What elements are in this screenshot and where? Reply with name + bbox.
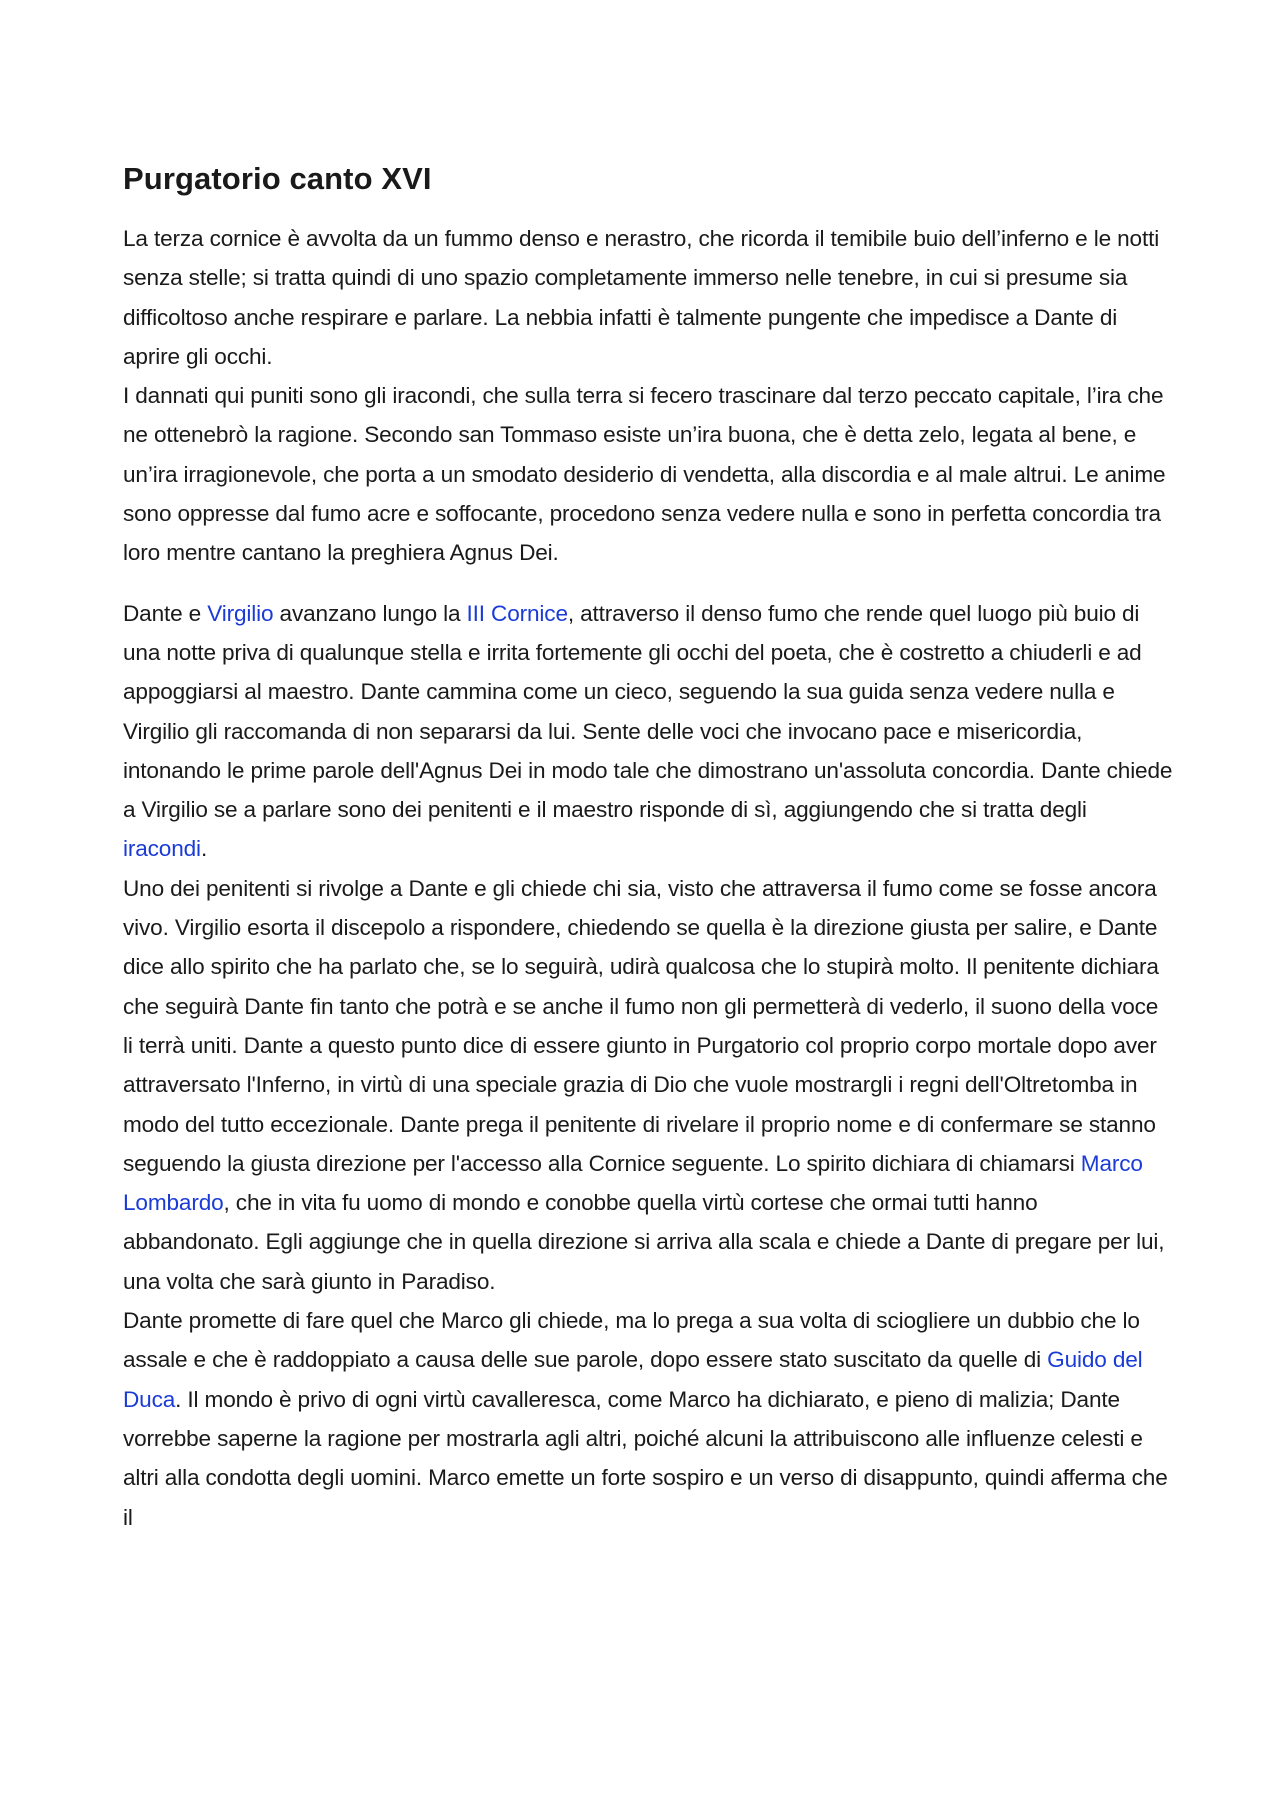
text: Dante e bbox=[123, 600, 208, 626]
intro-line-2: I dannati qui puniti sono gli iracondi, che sulla terra si fecero trascinare dal terzo peccato capitale, l’ira che ne ottenebrò la ragione. Secondo san Tommaso esiste un’ira buona, che è detta zelo, legata al bene, e un’ira irragionevole, che porta a un smodato desiderio di vendetta, alla discordia e al male altrui. Le anime sono oppresse dal fumo acre e soffocante, procedono senza vedere nulla e sono in perfetta concordia tra loro mentre cantano la preghiera Agnus Dei. bbox=[123, 383, 1166, 566]
document-page bbox=[123, 150, 1173, 1558]
text: Dante promette di fare quel che Marco gli chiede, ma lo prega a sua volta di sciogliere un dubbio che lo assale e che è raddoppiato a causa delle sue parole, dopo essere stato suscitato da quelle di bbox=[123, 1308, 1140, 1373]
text: , attraverso il denso fumo che rende quel luogo più buio di una notte priva di qualunque stella e irrita fortemente gli occhi del poeta, che è costretto a chiuderli e ad appoggiarsi al maestro. Dante cammina come un cieco, seguendo la sua guida senza vedere nulla e Virgilio gli raccomanda di non separarsi da lui. Sente delle voci che invocano pace e misericordia, intonando le prime parole dell'Agnus Dei in modo tale che dimostrano un'assoluta concordia. Dante chiede a Virgilio se a parlare sono dei penitenti e il maestro risponde di sì, aggiungendo che si tratta degli bbox=[123, 600, 1173, 823]
link-virgilio[interactable]: Virgilio bbox=[207, 600, 274, 626]
paragraph-journey bbox=[123, 594, 1173, 1537]
text: . bbox=[200, 836, 208, 862]
link-guido-del-duca[interactable]: Guido del Duca bbox=[123, 1347, 1143, 1412]
text: , che in vita fu uomo di mondo e conobbe quella virtù cortese che ormai tutti hanno abbandonato. Egli aggiunge che in quella direzione si arriva alla scala e chiede a Dante di pregare per lui, una volta che sarà giunto in Paradiso. bbox=[123, 1190, 1165, 1294]
link-iracondi[interactable]: iracondi bbox=[123, 836, 201, 862]
paragraph-intro bbox=[123, 219, 1173, 573]
text: . Il mondo è privo di ogni virtù cavalleresca, come Marco ha dichiarato, e pieno di malizia; Dante vorrebbe saperne la ragione per mostrarla agli altri, poiché alcuni la attribuiscono alle influenze celesti e altri alla condotta degli uomini. Marco emette un forte sospiro e un verso di disappunto, quindi afferma che il bbox=[123, 1386, 1168, 1530]
page-title: Purgatorio canto XVI bbox=[123, 161, 432, 196]
intro-line: La terza cornice è avvolta da un fummo denso e nerastro, che ricorda il temibile buio dell’inferno e le notti senza stelle; si tratta quindi di uno spazio completamente immerso nelle tenebre, in cui si presume sia difficoltoso anche respirare e parlare. La nebbia infatti è talmente pungente che impedisce a Dante di aprire gli occhi. bbox=[123, 226, 1160, 369]
link-marco-lombardo[interactable]: Marco Lombardo bbox=[123, 1150, 1143, 1216]
text: avanzano lungo la bbox=[273, 600, 467, 626]
text: Uno dei penitenti si rivolge a Dante e gli chiede chi sia, visto che attraversa il fumo come se fosse ancora vivo. Virgilio esorta il discepolo a rispondere, chiedendo se quella è la direzione giusta per salire, e Dante dice allo spirito che ha parlato che, se lo seguirà, udirà qualcosa che lo stupirà molto. Il penitente dichiara che seguirà Dante fin tanto che potrà e se anche il fumo non gli permetterà di vederlo, il suono della voce li terrà uniti. Dante a questo punto dice di essere giunto in Purgatorio col proprio corpo mortale dopo aver attraversato l'Inferno, in virtù di una speciale grazia di Dio che vuole mostrargli i regni dell'Oltretomba in modo del tutto eccezionale. Dante prega il penitente di rivelare il proprio nome e di confermare se stanno seguendo la giusta direzione per l'accesso alla Cornice seguente. Lo spirito dichiara di chiamarsi bbox=[123, 875, 1159, 1176]
link-iii-cornice[interactable]: III Cornice bbox=[466, 600, 568, 626]
